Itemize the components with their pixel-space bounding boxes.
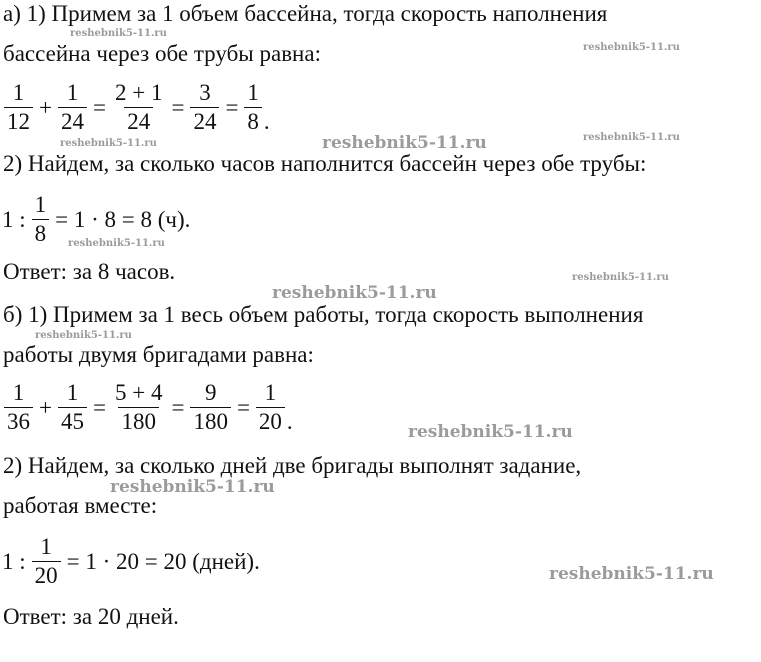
watermark: reshebnik5-11.ru	[408, 422, 573, 442]
denominator: 36	[4, 407, 33, 435]
numerator: 1	[66, 80, 79, 105]
equals-sign: =	[225, 94, 239, 120]
watermark: reshebnik5-11.ru	[583, 132, 680, 143]
denominator: 24	[190, 107, 219, 135]
numerator: 1	[12, 380, 25, 405]
part-a-line-3: 2) Найдем, за сколько часов наполнится бассейн через обе трубы:	[3, 151, 647, 176]
fraction	[58, 380, 87, 435]
fraction	[256, 380, 285, 435]
watermark: reshebnik5-11.ru	[583, 42, 680, 53]
fraction	[4, 380, 33, 435]
part-b-line-2: работы двумя бригадами равна:	[3, 342, 314, 367]
watermark: reshebnik5-11.ru	[272, 283, 437, 303]
division-lead: 1 :	[2, 206, 26, 232]
equation-rest: = 1 · 8 = 8 (ч).	[55, 206, 191, 232]
period: .	[286, 409, 293, 434]
fraction	[112, 380, 165, 435]
plus-sign: +	[39, 94, 52, 120]
watermark: reshebnik5-11.ru	[322, 133, 487, 153]
part-b-line-1: б) 1) Примем за 1 весь объем работы, тогда скорость выполнения	[3, 302, 644, 327]
part-a-line-1: а) 1) Примем за 1 объем бассейна, тогда скорость наполнения	[3, 1, 608, 26]
numerator: 1	[40, 534, 52, 559]
fraction	[32, 192, 50, 247]
denominator: 24	[124, 107, 153, 135]
part-a-line-2: бассейна через обе трубы равна:	[3, 41, 321, 66]
part-b-answer: Ответ: за 20 дней.	[3, 604, 179, 629]
equals-sign: =	[171, 94, 185, 120]
equation-rest: = 1 · 20 = 20 (дней).	[66, 548, 260, 574]
watermark: reshebnik5-11.ru	[60, 138, 157, 149]
numerator: 1	[12, 80, 25, 105]
denominator: 8	[32, 219, 50, 247]
division-lead: 1 :	[2, 548, 26, 574]
part-a-answer: Ответ: за 8 часов.	[3, 259, 176, 284]
fraction	[32, 534, 61, 589]
equals-sign: =	[92, 394, 106, 420]
fraction	[4, 80, 33, 135]
part-b-line-4: работая вместе:	[3, 493, 158, 518]
part-b-equation-2	[2, 534, 260, 589]
fraction	[190, 380, 231, 435]
watermark: reshebnik5-11.ru	[35, 330, 132, 341]
watermark: reshebnik5-11.ru	[572, 272, 669, 283]
watermark: reshebnik5-11.ru	[110, 477, 275, 497]
denominator: 180	[190, 407, 231, 435]
equals-sign: =	[92, 94, 106, 120]
numerator: 2 + 1	[114, 80, 163, 105]
numerator: 1	[34, 192, 47, 217]
numerator: 1	[66, 380, 79, 405]
watermark: reshebnik5-11.ru	[549, 564, 714, 584]
denominator: 180	[118, 407, 159, 435]
numerator: 1	[247, 80, 259, 105]
numerator: 9	[204, 380, 217, 405]
fraction	[58, 80, 87, 135]
denominator: 8	[244, 107, 262, 135]
fraction	[244, 80, 262, 135]
denominator: 12	[4, 107, 33, 135]
watermark: reshebnik5-11.ru	[68, 238, 165, 249]
watermark: reshebnik5-11.ru	[70, 28, 167, 39]
plus-sign: +	[39, 394, 52, 420]
denominator: 24	[58, 107, 87, 135]
numerator: 5 + 4	[114, 380, 163, 405]
part-a-equation-1	[2, 80, 270, 135]
equals-sign: =	[236, 394, 250, 420]
period: .	[263, 109, 270, 134]
part-b-line-3: 2) Найдем, за сколько дней две бригады выполнят задание,	[3, 453, 582, 478]
part-b-equation-1	[2, 380, 293, 435]
denominator: 20	[256, 407, 285, 435]
numerator: 3	[199, 80, 211, 105]
denominator: 20	[32, 561, 61, 589]
numerator: 1	[264, 380, 277, 405]
equals-sign: =	[171, 394, 185, 420]
fraction	[112, 80, 165, 135]
denominator: 45	[58, 407, 87, 435]
fraction	[190, 80, 219, 135]
